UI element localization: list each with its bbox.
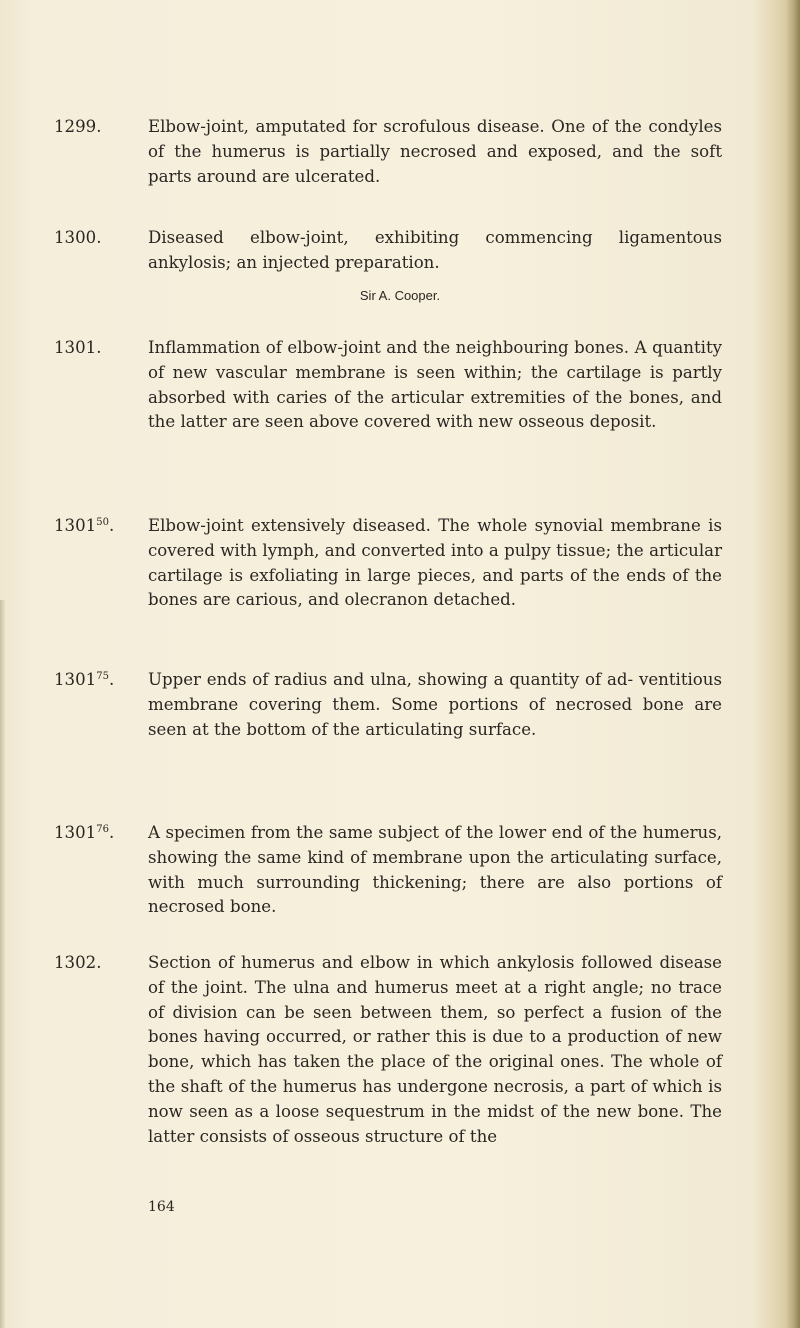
entry-number-superscript: 50 [96, 517, 109, 528]
catalogue-entry [54, 668, 722, 742]
catalogue-entry [54, 336, 722, 435]
page-edge-left [0, 600, 6, 1328]
entry-number: 1301$^{76}$. [54, 823, 115, 842]
entry-number: 1301. [54, 338, 102, 357]
catalogue-entry [54, 514, 722, 613]
entry-number: 1299. [54, 117, 102, 136]
entry-number-superscript: 75 [96, 671, 109, 682]
specimen-credit: Sir A. Cooper. [359, 288, 441, 303]
entry-text: Upper ends of radius and ulna, showing a quantity of ad- ventitious membrane covering them. Some portions of necrosed bone are seen at the bottom of the articulating surface. [148, 670, 722, 739]
catalogue-entry [54, 821, 722, 920]
entry-text: Diseased elbow-joint, exhibiting commencing ligamentous ankylosis; an injected preparation. [148, 228, 722, 272]
catalogue-entry [54, 951, 722, 1149]
entry-number: 1301$^{75}$. [54, 670, 115, 689]
catalogue-entry [54, 115, 722, 189]
entry-number: 1302. [54, 953, 102, 972]
entry-text: Inflammation of elbow-joint and the neighbouring bones. A quantity of new vascular membrane is seen within; the cartilage is partly absorbed with caries of the articular extremities of the bones, and the latter are seen above covered with new osseous deposit. [148, 338, 722, 432]
entry-text: Elbow-joint, amputated for scrofulous disease. One of the condyles of the humerus is partially necrosed and exposed, and the soft parts around are ulcerated. [148, 117, 722, 186]
entry-text: Section of humerus and elbow in which ankylosis followed disease of the joint. The ulna and humerus meet at a right angle; no trace of division can be seen between them, so perfect a fusion of the bones having occurred, or rather this is due to a production of new bone, which has taken the place of the original ones. The whole of the shaft of the humerus has undergone necrosis, a part of which is now seen as a loose sequestrum in the midst of the new bone. The latter consists of osseous structure of the [148, 953, 722, 1146]
catalogue-entry [54, 226, 722, 276]
entry-number: 1301$^{50}$. [54, 516, 115, 535]
entry-text: Elbow-joint extensively diseased. The whole synovial membrane is covered with lymph, and converted into a pulpy tissue; the articular cartilage is exfoliating in large pieces, and parts of the ends of the bones are carious, and olecranon detached. [148, 516, 722, 610]
entry-number-superscript: 76 [96, 824, 109, 835]
entry-number: 1300. [54, 228, 102, 247]
page-edge-shadow [786, 0, 800, 1328]
page-number: 164 [148, 1199, 175, 1215]
entry-text: A specimen from the same subject of the lower end of the humerus, showing the same kind of membrane upon the articulating surface, with much surrounding thickening; there are also portions of necrosed bone. [148, 823, 722, 917]
